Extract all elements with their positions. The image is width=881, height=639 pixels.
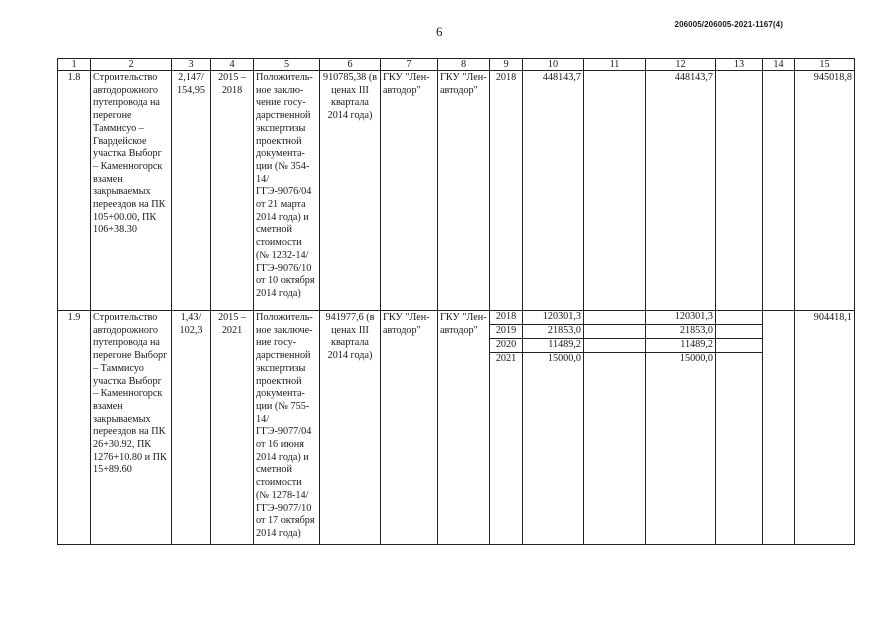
year-cell: 2020 xyxy=(490,339,522,353)
period-cell: 2015 – 2018 xyxy=(211,71,254,311)
empty-cell xyxy=(716,311,762,325)
amount-cell: 11489,2 xyxy=(646,339,715,353)
col-header: 15 xyxy=(795,59,855,71)
empty-list xyxy=(716,311,762,366)
amount-cell: 120301,3 xyxy=(674,311,713,322)
object-name: Строительство автодорожного путепровода на перегоне Таммисуо – Гвардейское участка Выборг – Каменногорск взамен закрываемых переездов на ПК 105+00.00, ПК 106+38.30 xyxy=(91,71,172,311)
amount-cell: 448143,7 xyxy=(523,71,584,311)
expertise-cell: Положитель-ное заключе-ние госу-дарственной экспертизы проектной документа-ции (№ 755-14/ГГЭ-9077/04 от 16 июня 2014 года) и сметной стоимости (№ 1278-14/ГГЭ-9077/10 от 17 октября 2014 года) xyxy=(254,311,320,545)
document-id: 206005/206005-2021-1167(4) xyxy=(674,20,783,29)
table-row xyxy=(58,311,855,545)
year-list xyxy=(490,311,522,366)
empty-cell xyxy=(716,353,762,367)
col-header: 2 xyxy=(91,59,172,71)
customer-cell: ГКУ "Лен-автодор" xyxy=(381,311,438,545)
amount-cell: 15000,0 xyxy=(646,353,715,367)
column-number-row xyxy=(58,59,855,71)
empty-cell xyxy=(584,353,645,367)
empty-cell xyxy=(763,71,795,311)
row-number: 1.8 xyxy=(58,71,91,311)
col-header: 3 xyxy=(172,59,211,71)
expertise-cell: Положитель-ное заклю-чение госу-дарственной экспертизы проектной документа-ции (№ 354-14/ГГЭ-9076/04 от 21 марта 2014 года) и сметной стоимости (№ 1232-14/ГГЭ-9076/10 от 10 октября 2014 года) xyxy=(254,71,320,311)
empty-cell xyxy=(584,311,645,325)
row-number: 1.9 xyxy=(58,311,91,545)
object-name: Строительство автодорожного путепровода на перегоне Выборг – Таммисуо участка Выборг – Каменногорск взамен закрываемых переездов на ПК 26+30.92, ПК 1276+10.80 и ПК 15+89.60 xyxy=(91,311,172,545)
col-header: 4 xyxy=(211,59,254,71)
col-header: 12 xyxy=(646,59,716,71)
col-header: 1 xyxy=(58,59,91,71)
empty-cell xyxy=(716,71,763,311)
year-cell: 2018 xyxy=(495,311,517,322)
col-header: 14 xyxy=(763,59,795,71)
amount-list-cell xyxy=(646,311,716,545)
amount-cell: 21853,0 xyxy=(646,325,715,339)
amount-cell: 21853,0 xyxy=(523,325,583,339)
empty-cell xyxy=(763,311,795,545)
total-cell: 945018,8 xyxy=(795,71,855,311)
table-row xyxy=(58,71,855,311)
amount-list-cell xyxy=(523,311,584,545)
year-cell: 2021 xyxy=(490,353,522,367)
amount-cell: 448143,7 xyxy=(646,71,716,311)
year-cell: 2019 xyxy=(490,325,522,339)
amount-cell: 15000,0 xyxy=(523,353,583,367)
empty-cell xyxy=(716,325,762,339)
amount-list xyxy=(646,311,715,366)
col-header: 6 xyxy=(320,59,381,71)
amount-list xyxy=(523,311,583,366)
empty-list xyxy=(584,311,645,366)
estimated-cost-cell: 910785,38 (в ценах III квартала 2014 года) xyxy=(320,71,381,311)
developer-cell: ГКУ "Лен-автодор" xyxy=(438,71,490,311)
empty-cell xyxy=(716,339,762,353)
capacity-cell: 2,147/ 154,95 xyxy=(172,71,211,311)
year-cell: 2018 xyxy=(490,71,523,311)
empty-list-cell xyxy=(584,311,646,545)
empty-cell xyxy=(584,71,646,311)
col-header: 11 xyxy=(584,59,646,71)
total-cell: 904418,1 xyxy=(795,311,855,545)
empty-cell xyxy=(584,325,645,339)
empty-list-cell xyxy=(716,311,763,545)
period-cell: 2015 – 2021 xyxy=(211,311,254,545)
page-number: 6 xyxy=(436,24,443,39)
col-header: 5 xyxy=(254,59,320,71)
customer-cell: ГКУ "Лен-автодор" xyxy=(381,71,438,311)
col-header: 10 xyxy=(523,59,584,71)
capacity-cell: 1,43/ 102,3 xyxy=(172,311,211,545)
estimated-cost-cell: 941977,6 (в ценах III квартала 2014 года) xyxy=(320,311,381,545)
amount-cell: 11489,2 xyxy=(523,339,583,353)
amount-cell: 120301,3 xyxy=(542,311,581,322)
col-header: 9 xyxy=(490,59,523,71)
developer-cell: ГКУ "Лен-автодор" xyxy=(438,311,490,545)
col-header: 8 xyxy=(438,59,490,71)
investment-table xyxy=(57,58,855,545)
year-list-cell xyxy=(490,311,523,545)
col-header: 13 xyxy=(716,59,763,71)
col-header: 7 xyxy=(381,59,438,71)
empty-cell xyxy=(584,339,645,353)
